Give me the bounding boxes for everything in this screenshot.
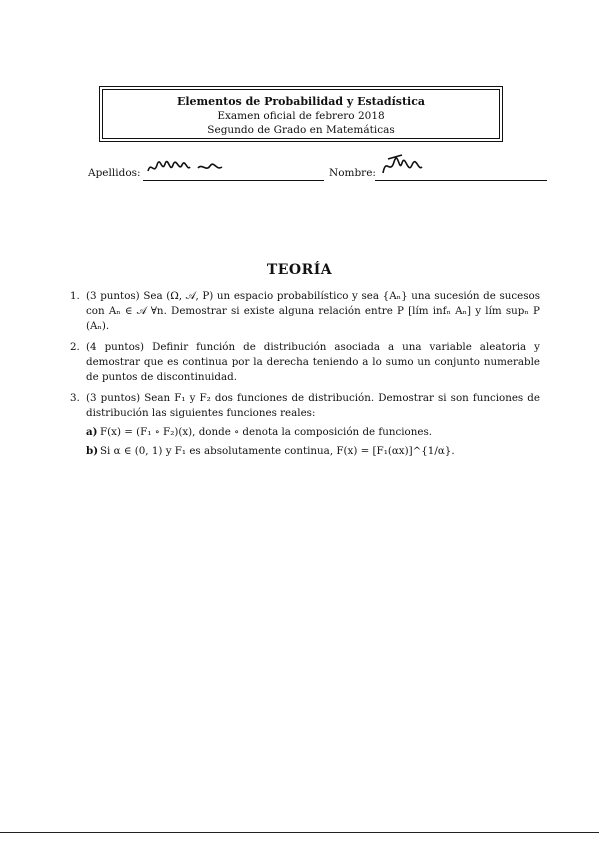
question-text: (3 puntos) Sean F₁ y F₂ dos funciones de distribución. Demostrar si son funciones de distribución las siguientes funciones reales: — [86, 392, 540, 419]
subitem-label: b) — [86, 445, 99, 457]
question-2 — [70, 340, 540, 385]
section-title: TEORÍA — [266, 262, 333, 278]
subitem-a — [86, 425, 540, 440]
subitem-label: a) — [86, 426, 98, 438]
question-number: 3. — [70, 392, 80, 404]
name-field[interactable] — [375, 180, 547, 181]
question-text: (3 puntos) Sea (Ω, 𝒜, P) un espacio probabilístico y sea {Aₙ} una sucesión de sucesos con Aₙ ∈ 𝒜 ∀n. Demostrar si existe alguna relación entre P [lím infₙ Aₙ] y lím supₙ P (Aₙ). — [86, 290, 540, 332]
subitem-text: F(x) = (F₁ ∘ F₂)(x), donde ∘ denota la composición de funciones. — [100, 426, 433, 438]
question-text: (4 puntos) Definir función de distribución asociada a una variable aleatoria y demostrar que es continua por la derecha teniendo a lo sumo un conjunto numerable de puntos de discontinuidad. — [86, 341, 540, 383]
subitem-text: Si α ∈ (0, 1) y F₁ es absolutamente continua, F(x) = [F₁(αx)]^{1/α}. — [100, 445, 455, 457]
surname-signature — [146, 159, 266, 177]
course-title: Elementos de Probabilidad y Estadística — [176, 95, 426, 108]
exam-header-inner — [102, 89, 500, 139]
question-1 — [70, 289, 540, 334]
surname-label: Apellidos: — [88, 167, 141, 179]
degree-year: Segundo de Grado en Matemáticas — [207, 124, 395, 136]
question-3 — [70, 391, 540, 459]
exam-session: Examen oficial de febrero 2018 — [217, 110, 385, 122]
name-signature — [380, 153, 425, 179]
subitem-b — [86, 444, 540, 459]
exam-header-box — [99, 86, 503, 142]
question-number: 2. — [70, 341, 80, 353]
question-number: 1. — [70, 290, 80, 302]
student-fields — [88, 161, 548, 181]
page-bottom-rule — [0, 832, 599, 833]
surname-field[interactable] — [143, 180, 324, 181]
name-label: Nombre: — [329, 167, 376, 179]
question-list — [70, 289, 540, 465]
